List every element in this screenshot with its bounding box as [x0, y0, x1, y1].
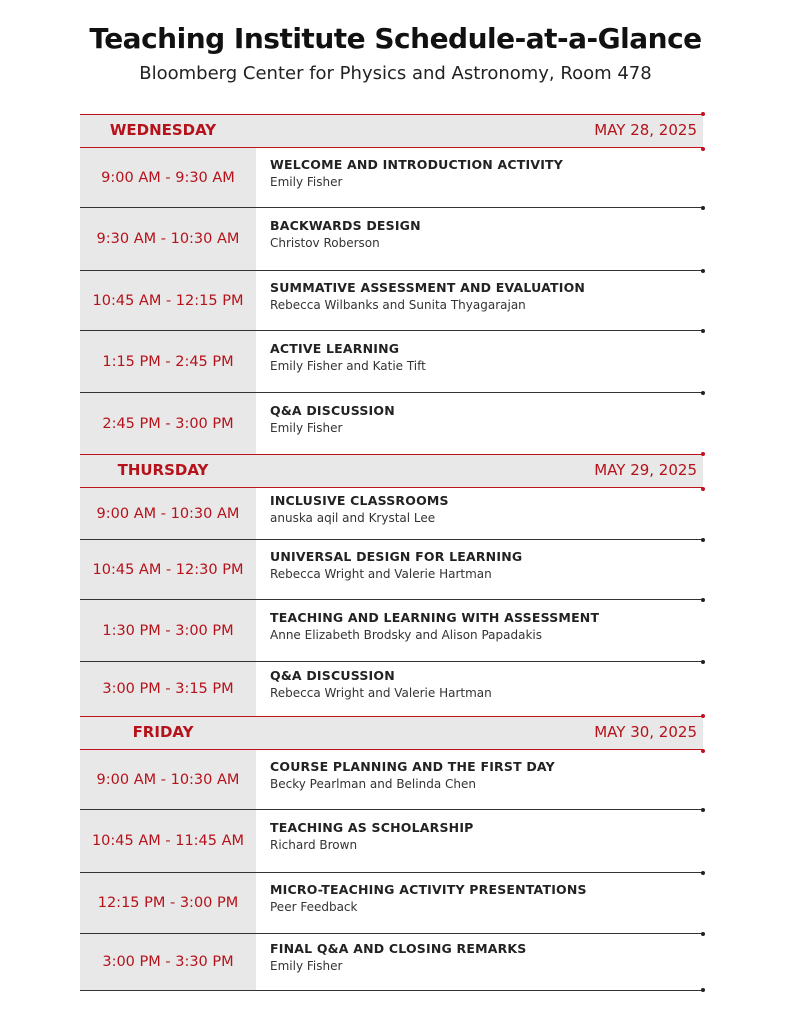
- day-date: MAY 28, 2025: [594, 121, 697, 139]
- session-info: [256, 934, 703, 990]
- day-header-friday: [80, 716, 703, 750]
- session-title: MICRO-TEACHING ACTIVITY PRESENTATIONS: [270, 882, 587, 897]
- day-name: FRIDAY: [132, 723, 194, 741]
- session-time: 1:15 PM - 2:45 PM: [80, 331, 256, 392]
- session-presenter: Becky Pearlman and Belinda Chen: [270, 776, 476, 791]
- session-presenter: Peer Feedback: [270, 900, 358, 914]
- session-title: Q&A DISCUSSION: [270, 402, 395, 418]
- session-info: [256, 810, 703, 872]
- session-presenter: Anne Elizabeth Brodsky and Alison Papadakis: [270, 627, 543, 642]
- session-presenter: Emily Fisher and Katie Tift: [270, 358, 426, 373]
- session-row: [80, 600, 703, 662]
- session-row: [80, 810, 703, 873]
- schedule-table: [80, 114, 703, 991]
- session-info: [256, 208, 703, 270]
- session-row: [80, 331, 703, 393]
- day-date: MAY 29, 2025: [594, 461, 697, 479]
- session-info: [256, 662, 703, 716]
- page-title: Teaching Institute Schedule-at-a-Glance: [89, 22, 702, 55]
- session-presenter: Rebecca Wilbanks and Sunita Thyagarajan: [270, 297, 526, 312]
- day-name: WEDNESDAY: [109, 121, 217, 139]
- session-row: [80, 662, 703, 716]
- session-presenter: Emily Fisher: [270, 959, 343, 973]
- session-row: [80, 393, 703, 454]
- session-row: [80, 934, 703, 990]
- session-info: [256, 393, 703, 454]
- session-presenter: Richard Brown: [270, 838, 358, 852]
- session-row: [80, 271, 703, 331]
- session-title: WELCOME AND INTRODUCTION ACTIVITY: [270, 156, 564, 172]
- session-info: [256, 271, 703, 330]
- session-row: [80, 540, 703, 600]
- session-time: 3:00 PM - 3:30 PM: [80, 934, 256, 990]
- session-time: 1:30 PM - 3:00 PM: [80, 600, 256, 661]
- session-time: 9:00 AM - 10:30 AM: [80, 750, 256, 809]
- session-info: [256, 600, 703, 661]
- day-header-thursday: [80, 454, 703, 488]
- session-presenter: Rebecca Wright and Valerie Hartman: [270, 686, 492, 700]
- session-info: [256, 331, 703, 392]
- session-row: [80, 208, 703, 271]
- session-time: 3:00 PM - 3:15 PM: [80, 662, 256, 716]
- session-info: [256, 750, 703, 809]
- session-info: [256, 873, 703, 933]
- session-presenter: Christov Roberson: [270, 236, 380, 250]
- session-title: UNIVERSAL DESIGN FOR LEARNING: [270, 548, 523, 564]
- session-time: 9:00 AM - 10:30 AM: [80, 488, 256, 539]
- session-row: [80, 750, 703, 810]
- session-title: SUMMATIVE ASSESSMENT AND EVALUATION: [270, 279, 586, 295]
- session-time: 12:15 PM - 3:00 PM: [80, 873, 256, 933]
- day-date: MAY 30, 2025: [594, 723, 697, 741]
- session-time: 10:45 AM - 12:30 PM: [80, 540, 256, 599]
- session-title: Q&A DISCUSSION: [270, 668, 395, 683]
- session-row: [80, 488, 703, 540]
- session-time: 10:45 AM - 11:45 AM: [80, 810, 256, 872]
- session-title: INCLUSIVE CLASSROOMS: [270, 492, 449, 508]
- page-subtitle: Bloomberg Center for Physics and Astronomy, Room 478: [139, 63, 652, 84]
- session-info: [256, 148, 703, 207]
- session-presenter: Rebecca Wright and Valerie Hartman: [270, 566, 492, 581]
- session-info: [256, 540, 703, 599]
- session-title: TEACHING AS SCHOLARSHIP: [270, 820, 474, 835]
- session-time: 9:00 AM - 9:30 AM: [80, 148, 256, 207]
- session-presenter: Emily Fisher: [270, 420, 343, 435]
- session-time: 10:45 AM - 12:15 PM: [80, 271, 256, 330]
- day-name: THURSDAY: [117, 461, 209, 479]
- session-time: 2:45 PM - 3:00 PM: [80, 393, 256, 454]
- session-title: COURSE PLANNING AND THE FIRST DAY: [270, 758, 555, 774]
- session-info: [256, 488, 703, 539]
- session-row: [80, 148, 703, 208]
- session-title: BACKWARDS DESIGN: [270, 218, 421, 233]
- session-row: [80, 873, 703, 934]
- session-time: 9:30 AM - 10:30 AM: [80, 208, 256, 270]
- session-presenter: anuska aqil and Krystal Lee: [270, 510, 436, 525]
- session-title: TEACHING AND LEARNING WITH ASSESSMENT: [270, 609, 600, 625]
- session-title: ACTIVE LEARNING: [270, 340, 400, 356]
- session-presenter: Emily Fisher: [270, 174, 343, 189]
- schedule-end-rule: [80, 990, 703, 991]
- day-header-wednesday: [80, 114, 703, 148]
- session-title: FINAL Q&A AND CLOSING REMARKS: [270, 941, 527, 956]
